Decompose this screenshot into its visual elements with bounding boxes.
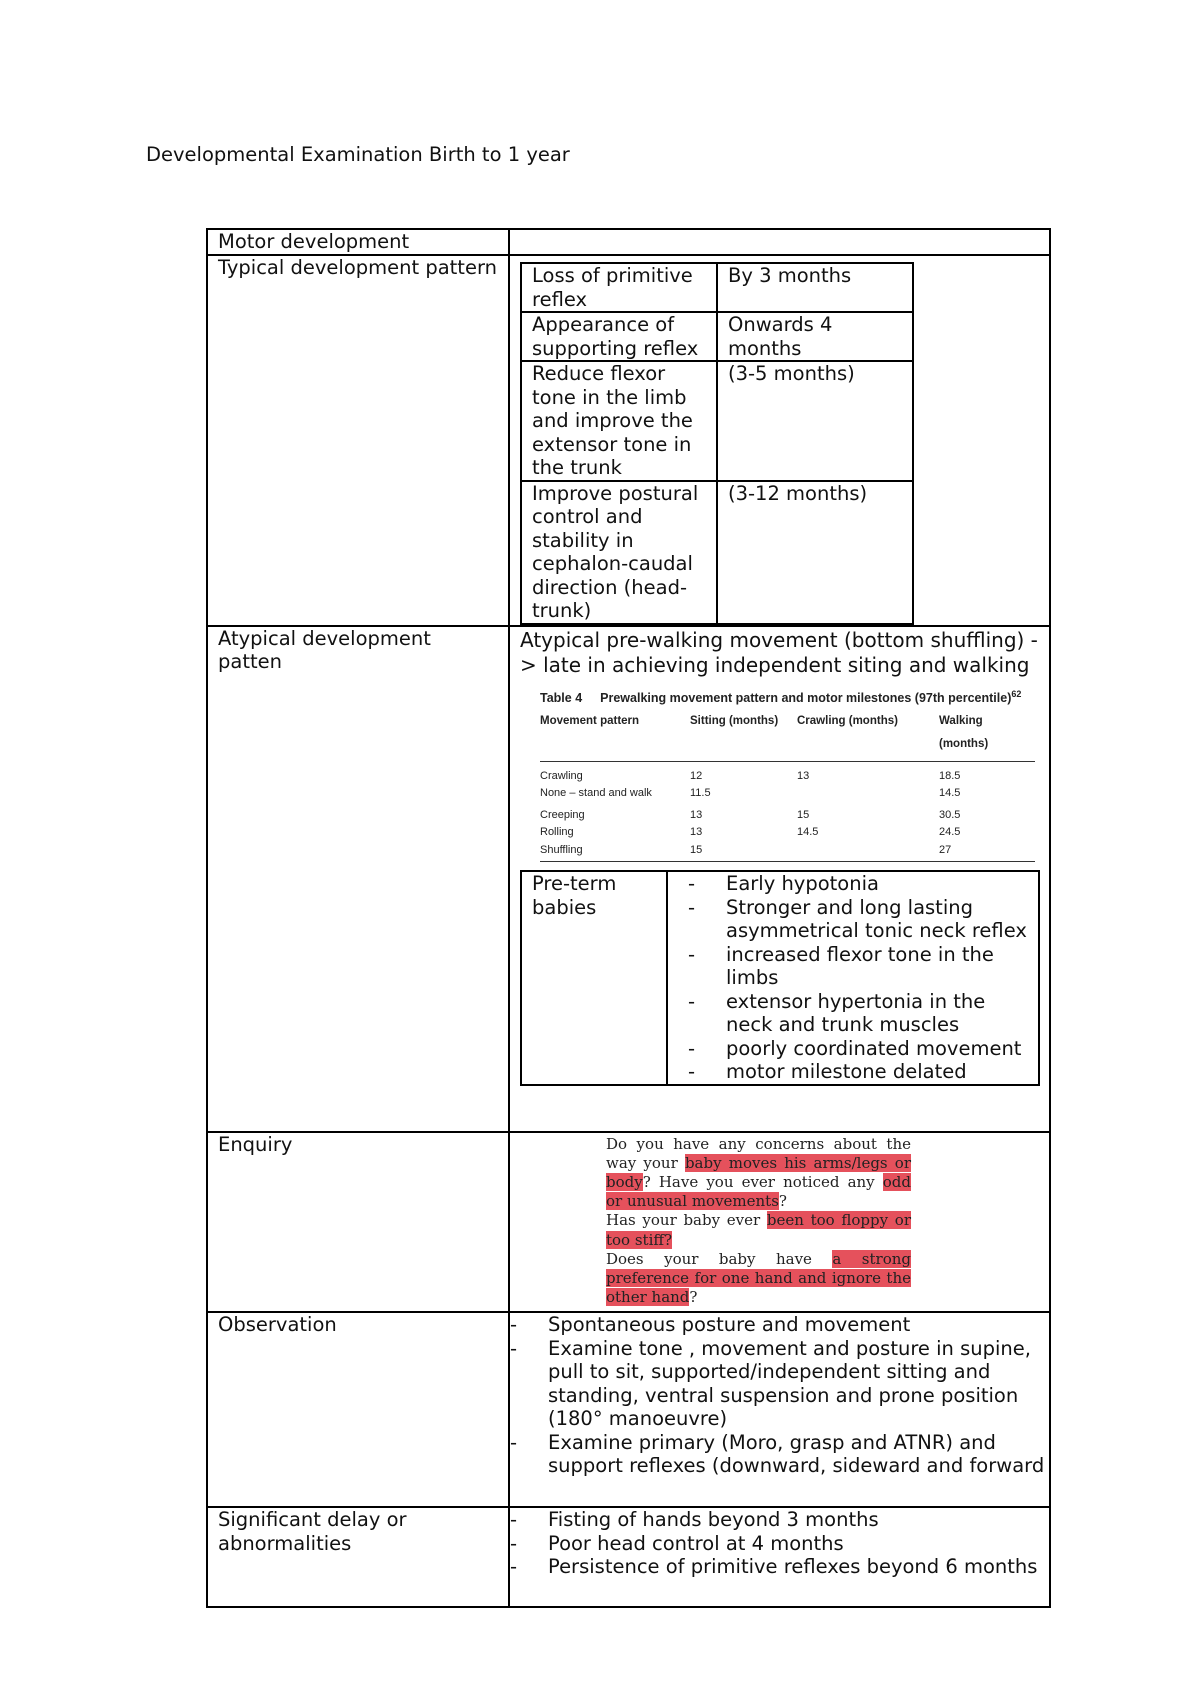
enquiry-questions-image xyxy=(594,1133,923,1312)
list-item: - Examine tone , movement and posture in supine, pull to sit, supported/independent sitting and standing, ventral suspension and prone position (180° manoeuvre) xyxy=(510,1337,1049,1431)
figure-cell: 13 xyxy=(690,808,703,821)
document-title: Developmental Examination Birth to 1 year xyxy=(146,143,570,166)
figure-cell: 24.5 xyxy=(939,826,961,839)
figure-cell: 13 xyxy=(690,826,703,839)
typical-milestones-table xyxy=(520,262,914,625)
figure-cell: 15 xyxy=(797,808,810,821)
typical-pattern-cell xyxy=(509,255,1050,626)
highlight: baby moves his arms/legs or body xyxy=(606,1153,911,1191)
table-row xyxy=(521,263,913,312)
figure-header: Sitting (months) xyxy=(690,714,779,727)
preterm-signs-cell xyxy=(667,871,1039,1085)
list-item: - Persistence of primitive reflexes beyond 6 months xyxy=(510,1555,1049,1579)
preterm-label: Pre-term babies xyxy=(521,871,667,1085)
list-item: - Fisting of hands beyond 3 months xyxy=(510,1508,1049,1532)
list-item: - Poor head control at 4 months xyxy=(510,1532,1049,1556)
stage-cell: Appearance of supporting reflex xyxy=(521,312,717,361)
list-item: - Spontaneous posture and movement xyxy=(510,1313,1049,1337)
list-item: - Stronger and long lasting asymmetrical tonic neck reflex xyxy=(688,896,1028,943)
figure-cell: 14.5 xyxy=(797,826,819,839)
figure-cell: None – stand and walk xyxy=(540,787,652,800)
prewalking-table-figure xyxy=(540,686,1035,863)
delay-label: Significant delay or abnormalities xyxy=(207,1507,509,1607)
figure-cell: 13 xyxy=(797,769,810,782)
highlight: odd or unusual movements xyxy=(606,1172,911,1211)
enquiry-label: Enquiry xyxy=(207,1132,509,1313)
figure-cell: 27 xyxy=(939,843,952,856)
timing-cell: (3-5 months) xyxy=(717,361,913,481)
table-row xyxy=(207,1132,1050,1313)
figure-cell: Crawling xyxy=(540,769,583,782)
preterm-signs-list xyxy=(688,872,1028,1084)
table-row xyxy=(207,626,1050,1132)
figure-cell: 18.5 xyxy=(939,769,961,782)
figure-row xyxy=(540,842,1035,860)
figure-cell: 15 xyxy=(690,843,703,856)
question-text: Do you have any concerns about the way your xyxy=(606,1134,911,1172)
delay-list xyxy=(510,1508,1049,1579)
table-row xyxy=(521,481,913,624)
observation-cell xyxy=(509,1312,1050,1507)
figure-number: Table 4 xyxy=(540,690,583,705)
figure-header-row xyxy=(540,710,1035,762)
figure-cell: Shuffling xyxy=(540,843,583,856)
question-text: ? xyxy=(689,1288,698,1307)
observation-list xyxy=(510,1313,1049,1478)
table-row xyxy=(207,229,1050,255)
list-item: - increased flexor tone in the limbs xyxy=(688,943,1028,990)
typical-pattern-label: Typical development pattern xyxy=(207,255,509,626)
stage-cell: Loss of primitive reflex xyxy=(521,263,717,312)
highlight: been too floppy or too stiff? xyxy=(606,1211,911,1249)
figure-cell: 30.5 xyxy=(939,808,961,821)
figure-row xyxy=(540,807,1035,825)
list-item: - Early hypotonia xyxy=(688,872,1028,896)
empty-cell xyxy=(509,229,1050,255)
list-item: - Examine primary (Moro, grasp and ATNR) and support reflexes (downward, sideward and forward xyxy=(510,1431,1049,1478)
observation-label: Observation xyxy=(207,1312,509,1507)
figure-cell: Creeping xyxy=(540,808,585,821)
stage-cell: Reduce flexor tone in the limb and improve the extensor tone in the trunk xyxy=(521,361,717,481)
figure-header: Crawling (months) xyxy=(797,714,898,727)
figure-rule xyxy=(540,861,1035,862)
stage-cell: Improve postural control and stability in cephalon-caudal direction (head-trunk) xyxy=(521,481,717,624)
figure-cell: Rolling xyxy=(540,826,574,839)
question-text: Does your baby have xyxy=(606,1249,833,1268)
figure-row xyxy=(540,768,1035,786)
timing-cell: (3-12 months) xyxy=(717,481,913,624)
list-item: - extensor hypertonia in the neck and trunk muscles xyxy=(688,990,1028,1037)
figure-cell: 12 xyxy=(690,769,703,782)
table-row xyxy=(521,312,913,361)
figure-cell xyxy=(797,785,939,803)
motor-development-table xyxy=(206,228,1051,1608)
atypical-pattern-label: Atypical development patten xyxy=(207,626,509,1132)
atypical-description: Atypical pre-walking movement (bottom shuffling) -> late in achieving independent siting and walking xyxy=(520,627,1038,677)
figure-header: Walking (months) xyxy=(939,714,989,751)
timing-cell: Onwards 4 months xyxy=(717,312,913,361)
list-item: - poorly coordinated movement xyxy=(688,1037,1028,1061)
highlight: a strong preference for one hand and ignore the other hand xyxy=(606,1249,912,1307)
atypical-pattern-cell xyxy=(509,626,1050,1132)
enquiry-cell xyxy=(509,1132,1050,1313)
question-text: Has your baby ever xyxy=(606,1211,767,1230)
delay-cell xyxy=(509,1507,1050,1607)
table-row xyxy=(207,1312,1050,1507)
figure-row xyxy=(540,785,1035,803)
list-item: - motor milestone delated xyxy=(688,1060,1028,1084)
figure-header: Movement pattern xyxy=(540,714,640,727)
figure-row xyxy=(540,824,1035,842)
question-text: ? Have you ever noticed any xyxy=(642,1172,883,1191)
table-row xyxy=(207,1507,1050,1607)
figure-cell: 14.5 xyxy=(939,787,961,800)
table-row xyxy=(521,871,1039,1085)
motor-development-header: Motor development xyxy=(207,229,509,255)
figure-cell: 11.5 xyxy=(690,787,711,800)
figure-cell xyxy=(797,842,939,860)
table-row xyxy=(521,361,913,481)
figure-caption: Prewalking movement pattern and motor milestones (97th percentile) xyxy=(600,690,1012,705)
timing-cell: By 3 months xyxy=(717,263,913,312)
question-text: ? xyxy=(778,1192,787,1211)
figure-title xyxy=(540,686,1035,706)
table-row xyxy=(207,255,1050,626)
figure-ref: 62 xyxy=(1011,688,1022,699)
preterm-table xyxy=(520,870,1040,1086)
